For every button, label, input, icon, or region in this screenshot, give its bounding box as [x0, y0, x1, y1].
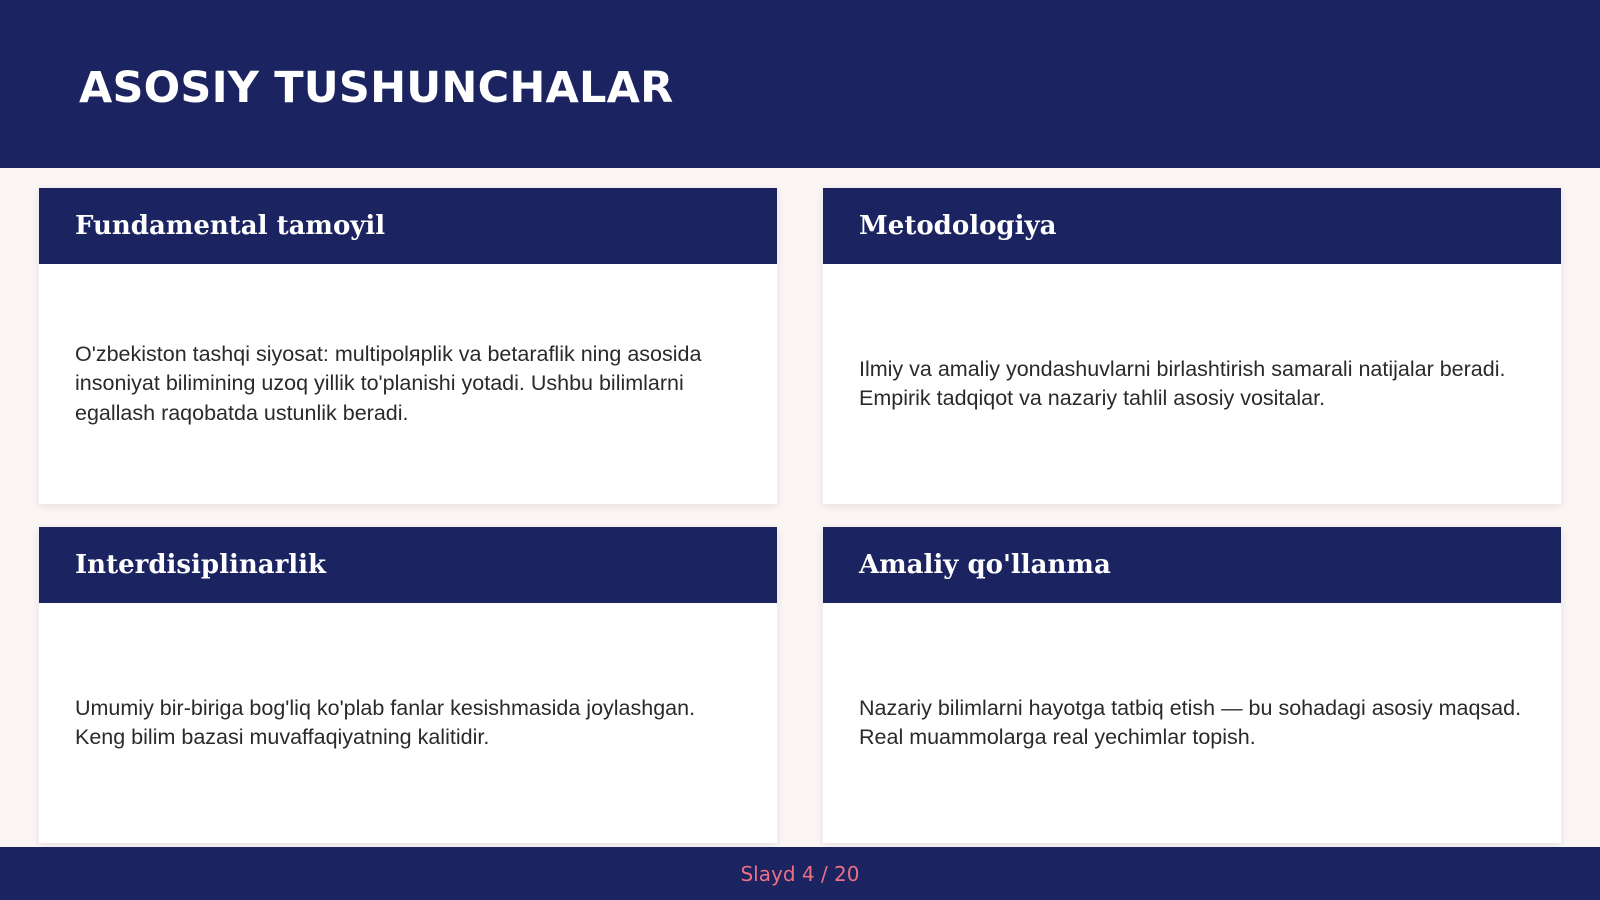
card-text: Nazariy bilimlarni hayotga tatbiq etish — bu sohadagi asosiy maqsad. Real muammolarga real yechimlar topish.	[859, 695, 1522, 749]
card-title: Fundamental tamoyil	[75, 211, 386, 241]
page-title: ASOSIY TUSHUNCHALAR	[79, 63, 674, 113]
concept-card-practical	[823, 527, 1561, 843]
card-title: Interdisiplinarlik	[75, 550, 327, 580]
card-body	[823, 264, 1561, 504]
card-text: O'zbekiston tashqi siyosat: multipolяplik va betaraflik ning asosida insoniyat bilimining uzoq yillik to'planishi yotadi. Ushbu bilimlarni egallash raqobatda ustunlik beradi.	[75, 341, 702, 425]
card-header	[823, 188, 1561, 264]
concept-card-interdisciplinary	[39, 527, 777, 843]
card-title: Amaliy qo'llanma	[859, 550, 1111, 580]
card-header	[823, 527, 1561, 603]
footer-bar	[0, 847, 1600, 900]
concept-card-fundamental	[39, 188, 777, 504]
concept-card-methodology	[823, 188, 1561, 504]
card-text: Ilmiy va amaliy yondashuvlarni birlashtirish samarali natijalar beradi. Empirik tadqiqot va nazariy tahlil asosiy vositalar.	[859, 356, 1506, 410]
card-body	[39, 603, 777, 843]
card-text: Umumiy bir-biriga bog'liq ko'plab fanlar kesishmasida joylashgan. Keng bilim bazasi muvaffaqiyatning kalitidir.	[75, 695, 696, 749]
card-body	[39, 264, 777, 504]
card-body	[823, 603, 1561, 843]
card-header	[39, 527, 777, 603]
header-bar	[0, 0, 1600, 168]
slide-counter: Slayd 4 / 20	[740, 861, 860, 886]
card-title: Metodologiya	[859, 211, 1057, 241]
card-header	[39, 188, 777, 264]
